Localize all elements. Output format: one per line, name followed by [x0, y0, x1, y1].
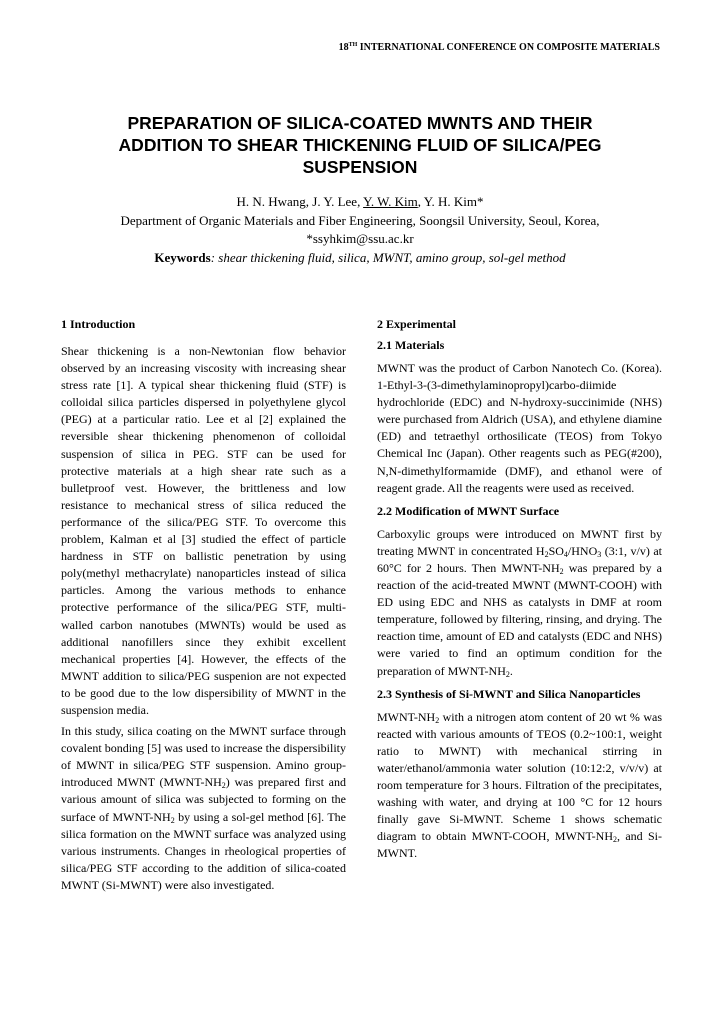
intro-paragraph-2: [61, 723, 346, 894]
materials-paragraph: MWNT was the product of Carbon Nanotech Co. (Korea). 1-Ethyl-3-(3-dimethylaminopropyl)carbo-diimide hydrochloride (EDC) and N-hydroxy-succinimide (NHS) were purchased from Aldrich (USA), and ethylene diamine (ED) and tetraethyl orthosilicate (TEOS) from Tokyo Chemical Inc (Japan). Other reagents such as PEG(#200), N,N-dimethylformamide (DMF), and ethanol were of reagent grade. All the reagents were used as received.: [377, 361, 662, 495]
keywords-text: : shear thickening fluid, silica, MWNT, amino group, sol-gel method: [210, 249, 566, 265]
left-column: [61, 316, 346, 894]
author-list: [40, 193, 680, 212]
conference-ordinal: TH: [348, 42, 358, 48]
subscript: 4: [563, 549, 568, 559]
corresponding-email: *ssyhkim@ssu.ac.kr: [306, 231, 414, 246]
intro-paragraph-1: Shear thickening is a non-Newtonian flow behavior observed by an increasing viscosity with increasing shear stress rate [1]. A typical shear thickening fluid (STF) is colloidal silica particles dispersed in polyethylene glycol (PEG) at a particular ratio. Lee et al [2] explained the reversible shear thickening phenomenon of colloidal suspension of silica in PEG. STF can be used for protective materials at a high shear rate such as a bulletproof vest. However, the brittleness and low resistance to mechanical stress of silica reduced the performance of the silica/PEG STF. To overcome this problem, Kalman et al [3] studied the effect of particle hardness in STF on ballistic penetration by using poly(methyl methacrylate) nanoparticles instead of silica particles. Among the various methods to enhance protective performance of the silica/PEG STF, multi-walled carbon nanotubes (MWNTs) would be used as additional nanofillers since they exhibit excellent mechanical properties [4]. However, the effects of the MWNT addition to silica/PEG suspenion are not expected to be good due to the low dispersibility of MWNT in the suspension media.: [61, 344, 346, 717]
syn-part-b: with a nitrogen atom content of 20 wt % was reacted with various amounts of TEOS (0.2~100:1, weight ratio to MWNT) with mechanical stirring in water/ethanol/ammonia water solution (10:12:2, v/v/v) at room temperature for 3 hours. Filtration of the precipitates, washing with water, and drying at 100 °C for 12 hours finally gave Si-MWNT. Scheme 1 shows schematic diagram to obtain MWNT-COOH, MWNT-NH: [377, 709, 662, 844]
section-heading-experimental: 2 Experimental: [377, 317, 456, 331]
author-names-2: , Y. H. Kim*: [417, 194, 484, 209]
conference-header: [0, 42, 660, 53]
conference-number: 18: [338, 42, 349, 53]
mod-part-e: was prepared by a reaction of the acid-treated MWNT (MWNT-COOH) with ED using EDC and NHS as catalysts in DMF at room temperature, followed by filtering, rinsing, and drying. The reaction time, amount of ED and catalysts (EDC and NHS) were varied to find an optimum condition for the preparation of MWNT-NH: [377, 560, 662, 678]
mod-part-c: /HNO: [567, 543, 598, 558]
author-block: [40, 193, 680, 267]
section-heading-introduction: 1 Introduction: [61, 317, 136, 331]
mod-part-a: Carboxylic groups were introduced on MWNT first by treating MWNT in concentrated H: [377, 526, 662, 558]
mod-part-b: SO: [548, 543, 564, 558]
right-column: [377, 316, 662, 862]
subscript: 2: [221, 781, 226, 791]
synthesis-paragraph: [377, 709, 662, 863]
syn-part-a: MWNT-NH: [377, 709, 436, 724]
keywords: [40, 249, 680, 268]
subscript: 2: [559, 566, 564, 576]
author-names-1: H. N. Hwang, J. Y. Lee,: [236, 194, 364, 209]
affiliation: Department of Organic Materials and Fiber Engineering, Soongsil University, Seoul, Korea,: [120, 212, 600, 228]
mod-part-f: .: [509, 663, 513, 678]
intro-p2-part-a: In this study, silica coating on the MWNT surface through covalent bonding [5] was used to increase the dispersibility of MWNT in silica/PEG STF suspension. Amino group-introduced MWNT (MWNT-NH: [61, 724, 346, 790]
modification-paragraph: [377, 526, 662, 680]
mod-part-d: (3:1, v/v) at 60°C for 2 hours. Then MWNT-NH: [377, 543, 662, 575]
subsection-heading-modification: 2.2 Modification of MWNT Surface: [377, 503, 560, 518]
title-line-2: ADDITION TO SHEAR THICKENING FLUID OF SILICA/PEG: [118, 135, 602, 155]
subscript: 2: [613, 835, 618, 845]
subscript: 2: [435, 715, 440, 725]
syn-part-c: , and Si-MWNT.: [377, 829, 662, 861]
conference-name: INTERNATIONAL CONFERENCE ON COMPOSITE MATERIALS: [357, 42, 660, 53]
subscript: 2: [170, 815, 175, 825]
subscript: 2: [544, 549, 549, 559]
subsection-heading-synthesis: 2.3 Synthesis of Si-MWNT and Silica Nanoparticles: [377, 686, 641, 701]
subscript: 3: [597, 549, 602, 559]
keywords-label: Keywords: [154, 249, 211, 265]
subsection-heading-materials: 2.1 Materials: [377, 338, 445, 352]
paper-title: [70, 112, 650, 178]
presenting-author: Y. W. Kim: [363, 194, 418, 209]
intro-p2-part-b: ) was prepared first and various amount of silica was subjected to forming on the surface of MWNT-NH: [61, 775, 346, 824]
intro-p2-part-c: by using a sol-gel method [6]. The silica formation on the MWNT surface was analyzed using various instruments. Changes in rheological properties of silica/PEG STF according to the addition of silica-coated MWNT (Si-MWNT) were also investigated.: [61, 809, 346, 892]
title-line-1: PREPARATION OF SILICA-COATED MWNTS AND THEIR: [127, 113, 593, 133]
title-line-3: SUSPENSION: [302, 157, 418, 177]
subscript: 2: [505, 669, 510, 679]
